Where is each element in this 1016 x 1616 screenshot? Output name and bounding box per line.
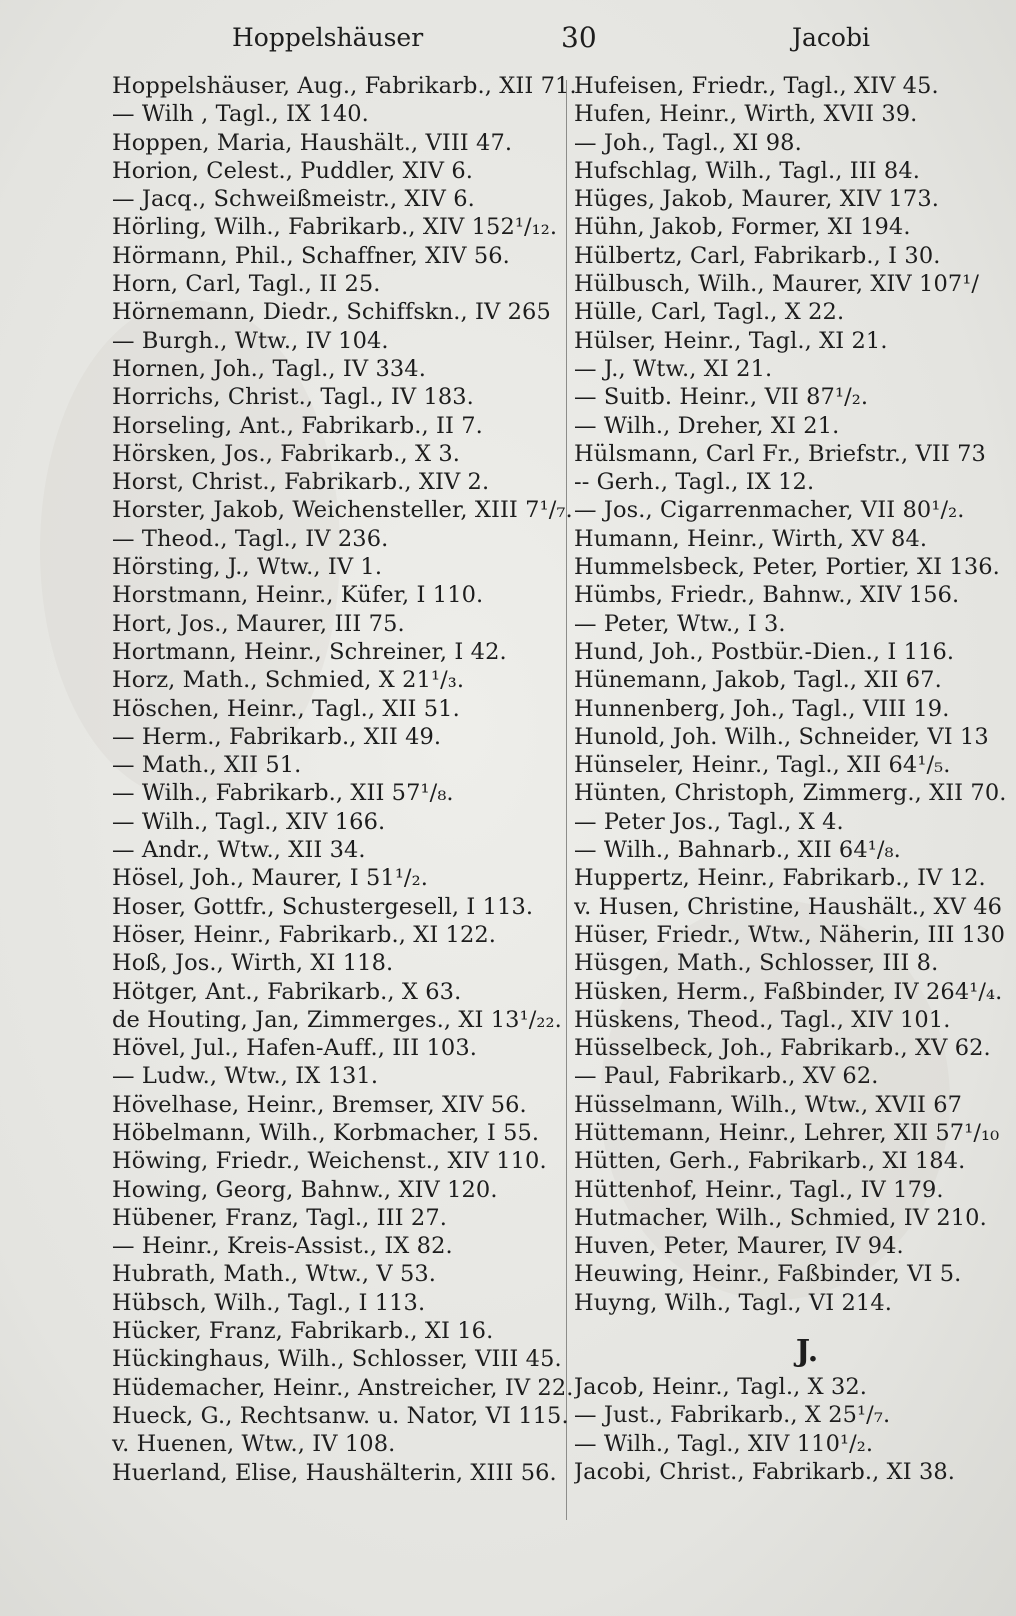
directory-entry: — Burgh., Wtw., IV 104. [112, 327, 389, 354]
directory-entry: Hüser, Friedr., Wtw., Näherin, III 130 [574, 921, 1006, 948]
directory-entry: Hubrath, Math., Wtw., V 53. [112, 1261, 437, 1288]
directory-entry: Jacob, Heinr., Tagl., X 32. [574, 1374, 868, 1401]
directory-entry: Horstmann, Heinr., Küfer, I 110. [112, 582, 484, 609]
directory-entry: — Jacq., Schweißmeistr., XIV 6. [112, 186, 475, 213]
directory-entry: — Wilh., Bahnarb., XII 64¹/₈. [574, 837, 901, 864]
directory-entry: — Wilh , Tagl., IX 140. [112, 101, 369, 128]
directory-entry: Hünseler, Heinr., Tagl., XII 64¹/₅. [574, 752, 951, 779]
directory-entry: Hünemann, Jakob, Tagl., XII 67. [574, 667, 942, 694]
directory-entry: de Houting, Jan, Zimmerges., XI 13¹/₂₂. [112, 1006, 562, 1033]
directory-entry: Hüskens, Theod., Tagl., XIV 101. [574, 1006, 951, 1033]
directory-entry: Hutmacher, Wilh., Schmied, IV 210. [574, 1204, 987, 1231]
directory-entry: Höschen, Heinr., Tagl., XII 51. [112, 695, 460, 722]
right-entries [574, 72, 1010, 1317]
directory-entry: Hüdemacher, Heinr., Anstreicher, IV 22. [112, 1374, 574, 1401]
directory-entry: Horrichs, Christ., Tagl., IV 183. [112, 384, 474, 411]
directory-entry: Horseling, Ant., Fabrikarb., II 7. [112, 412, 483, 439]
directory-entry: Hüttenhof, Heinr., Tagl., IV 179. [574, 1176, 944, 1203]
directory-entry: — Herm., Fabrikarb., XII 49. [112, 723, 442, 750]
directory-entry: — Math., XII 51. [112, 752, 302, 779]
directory-entry: Horn, Carl, Tagl., II 25. [112, 271, 381, 298]
directory-entry: Hücker, Franz, Fabrikarb., XI 16. [112, 1318, 494, 1345]
directory-entry: — Peter, Wtw., I 3. [574, 610, 786, 637]
directory-entry: — Just., Fabrikarb., X 25¹/₇. [574, 1402, 891, 1429]
directory-entry: Hort, Jos., Maurer, III 75. [112, 610, 405, 637]
right-column [574, 72, 1010, 1486]
directory-entry: Hümbs, Friedr., Bahnw., XIV 156. [574, 582, 960, 609]
directory-entry: Hütten, Gerh., Fabrikarb., XI 184. [574, 1148, 966, 1175]
directory-entry: Hülsmann, Carl Fr., Briefstr., VII 73 [574, 440, 986, 467]
directory-entry: Hörling, Wilh., Fabrikarb., XIV 152¹/₁₂. [112, 214, 558, 241]
directory-entry: Hueck, G., Rechtsanw. u. Nator, VI 115. [112, 1402, 569, 1429]
left-column [112, 72, 577, 1487]
directory-entry: — Wilh., Tagl., XIV 110¹/₂. [574, 1430, 874, 1457]
directory-entry: Hüges, Jakob, Maurer, XIV 173. [574, 186, 940, 213]
directory-entry: Hühn, Jakob, Former, XI 194. [574, 214, 911, 241]
page-header [0, 20, 1016, 60]
directory-entry: Heuwing, Heinr., Faßbinder, VI 5. [574, 1261, 962, 1288]
directory-entry: Hornen, Joh., Tagl., IV 334. [112, 355, 426, 382]
directory-entry: Hoß, Jos., Wirth, XI 118. [112, 950, 394, 977]
directory-entry: — Paul, Fabrikarb., XV 62. [574, 1063, 879, 1090]
directory-entry: Hüsselmann, Wilh., Wtw., XVII 67 [574, 1091, 963, 1118]
header-left-keyword: Hoppelshäuser [232, 23, 424, 52]
directory-entry: Hoppelshäuser, Aug., Fabrikarb., XII 71. [112, 73, 577, 99]
directory-entry: Huven, Peter, Maurer, IV 94. [574, 1233, 904, 1260]
directory-entry: — Suitb. Heinr., VII 87¹/₂. [574, 384, 869, 411]
directory-entry: — Joh., Tagl., XI 98. [574, 129, 802, 156]
directory-entry: — Ludw., Wtw., IX 131. [112, 1063, 379, 1090]
directory-entry: Jacobi, Christ., Fabrikarb., XI 38. [574, 1458, 956, 1485]
directory-entry: v. Huenen, Wtw., IV 108. [112, 1431, 396, 1458]
directory-entry: Hörmann, Phil., Schaffner, XIV 56. [112, 242, 510, 269]
directory-entry: Hülser, Heinr., Tagl., XI 21. [574, 327, 888, 354]
directory-entry: Hummelsbeck, Peter, Portier, XI 136. [574, 554, 1000, 581]
directory-entry: — Peter Jos., Tagl., X 4. [574, 808, 844, 835]
page-number: 30 [561, 21, 597, 54]
directory-entry: — Theod., Tagl., IV 236. [112, 525, 389, 552]
directory-entry: — Wilh., Fabrikarb., XII 57¹/₈. [112, 780, 454, 807]
directory-entry: -- Gerh., Tagl., IX 12. [574, 469, 815, 496]
directory-entry: Horz, Math., Schmied, X 21¹/₃. [112, 667, 465, 694]
directory-entry: Hunold, Joh. Wilh., Schneider, VI 13 [574, 723, 989, 750]
directory-entry: Höser, Heinr., Fabrikarb., XI 122. [112, 921, 497, 948]
directory-entry: Hübsch, Wilh., Tagl., I 113. [112, 1289, 426, 1316]
directory-entry: Hunnenberg, Joh., Tagl., VIII 19. [574, 695, 950, 722]
directory-entry: Hösel, Joh., Maurer, I 51¹/₂. [112, 865, 428, 892]
directory-entry: Hüsselbeck, Joh., Fabrikarb., XV 62. [574, 1035, 991, 1062]
directory-entry: Hövel, Jul., Hafen-Auff., III 103. [112, 1035, 477, 1062]
directory-entry: Hoppen, Maria, Haushält., VIII 47. [112, 129, 513, 156]
directory-entry: Huppertz, Heinr., Fabrikarb., IV 12. [574, 865, 986, 892]
directory-entry: Horst, Christ., Fabrikarb., XIV 2. [112, 469, 490, 496]
directory-entry: v. Husen, Christine, Haushält., XV 46 [574, 893, 1003, 920]
directory-entry: Hörnemann, Diedr., Schiffskn., IV 265 [112, 299, 551, 326]
directory-entry: Hufeisen, Friedr., Tagl., XIV 45. [574, 73, 939, 99]
directory-entry: Hund, Joh., Postbür.-Dien., I 116. [574, 638, 955, 665]
directory-entry: — J., Wtw., XI 21. [574, 355, 773, 382]
directory-entry: Horster, Jakob, Weichensteller, XIII 7¹/₇. [112, 497, 573, 524]
directory-entry: Höwing, Friedr., Weichenst., XIV 110. [112, 1148, 547, 1175]
directory-entry: Hörsting, J., Wtw., IV 1. [112, 554, 383, 581]
directory-entry: Hünten, Christoph, Zimmerg., XII 70. [574, 780, 1007, 807]
directory-entry: Howing, Georg, Bahnw., XIV 120. [112, 1176, 498, 1203]
directory-entry: Hüttemann, Heinr., Lehrer, XII 57¹/₁₀ [574, 1119, 1000, 1146]
directory-entry: Horion, Celest., Puddler, XIV 6. [112, 157, 474, 184]
directory-entry: — Wilh., Dreher, XI 21. [574, 412, 840, 439]
directory-entry: Hülle, Carl, Tagl., X 22. [574, 299, 845, 326]
directory-entry: Huyng, Wilh., Tagl., VI 214. [574, 1289, 893, 1316]
directory-entry: Humann, Heinr., Wirth, XV 84. [574, 525, 928, 552]
directory-entry: Hülbusch, Wilh., Maurer, XIV 107¹/ [574, 271, 980, 298]
directory-entry: Hülbertz, Carl, Fabrikarb., I 30. [574, 242, 941, 269]
section-heading-j: J. [795, 1334, 819, 1370]
directory-entry: — Wilh., Tagl., XIV 166. [112, 808, 386, 835]
directory-entry: Hüsken, Herm., Faßbinder, IV 264¹/₄. [574, 978, 1003, 1005]
directory-entry: Huerland, Elise, Haushälterin, XIII 56. [112, 1459, 557, 1486]
directory-entry: Hufschlag, Wilh., Tagl., III 84. [574, 157, 920, 184]
directory-entry: — Heinr., Kreis-Assist., IX 82. [112, 1233, 453, 1260]
header-right-keyword: Jacobi [792, 23, 870, 52]
directory-entry: Höbelmann, Wilh., Korbmacher, I 55. [112, 1119, 540, 1146]
directory-entry: Hortmann, Heinr., Schreiner, I 42. [112, 638, 507, 665]
directory-entry: Hübener, Franz, Tagl., III 27. [112, 1204, 447, 1231]
directory-entry: Hövelhase, Heinr., Bremser, XIV 56. [112, 1091, 527, 1118]
directory-entry: Hötger, Ant., Fabrikarb., X 63. [112, 978, 462, 1005]
directory-entry: Hüsgen, Math., Schlosser, III 8. [574, 950, 939, 977]
directory-entry: Hufen, Heinr., Wirth, XVII 39. [574, 101, 918, 128]
directory-entry: — Andr., Wtw., XII 34. [112, 837, 366, 864]
directory-entry: Hörsken, Jos., Fabrikarb., X 3. [112, 440, 461, 467]
directory-entry: Hoser, Gottfr., Schustergesell, I 113. [112, 893, 534, 920]
directory-entry: — Jos., Cigarrenmacher, VII 80¹/₂. [574, 497, 965, 524]
directory-entry: Hückinghaus, Wilh., Schlosser, VIII 45. [112, 1346, 562, 1373]
right-entries-j [574, 1373, 1010, 1486]
